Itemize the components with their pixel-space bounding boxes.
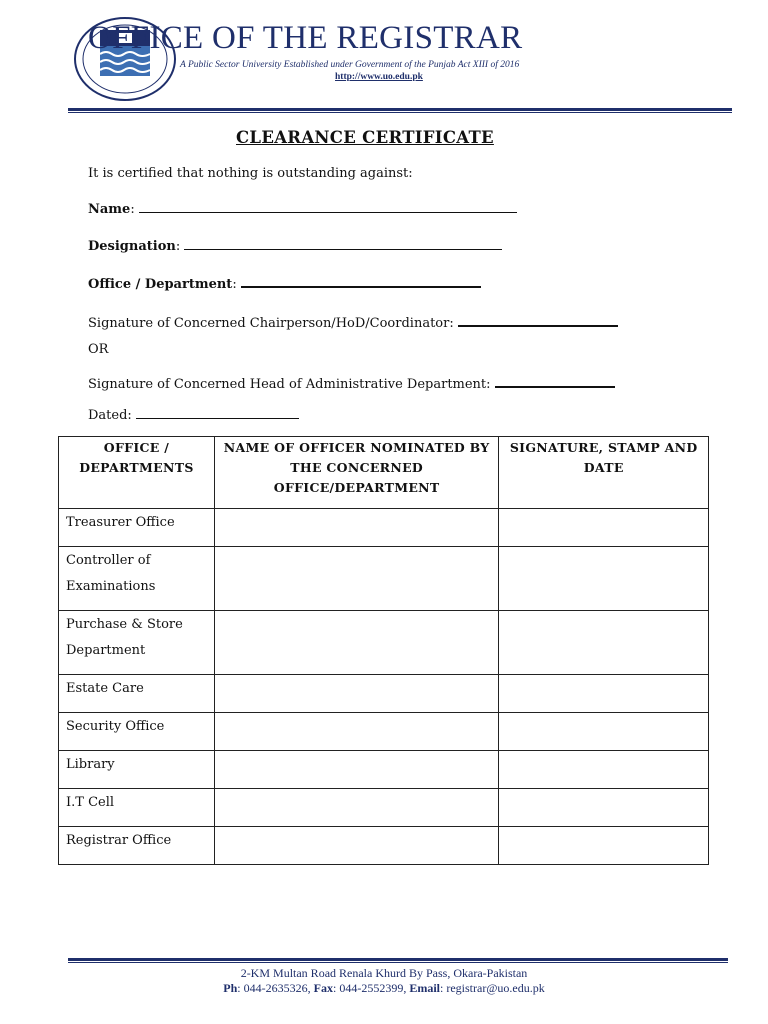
row-office-label: I.T Cell	[59, 789, 215, 827]
header-divider	[68, 108, 732, 111]
office-department-blank[interactable]	[241, 273, 481, 288]
footer-address: 2-KM Multan Road Renala Khurd By Pass, Okara-Pakistan	[240, 966, 528, 980]
chairperson-signature-field[interactable]	[88, 312, 618, 331]
email-address[interactable]: registrar@uo.edu.pk	[446, 981, 545, 995]
table-header-row	[59, 437, 709, 509]
table-row	[59, 547, 709, 611]
designation-field[interactable]: Designation:	[88, 236, 502, 254]
officer-name-cell[interactable]	[214, 827, 499, 865]
signature-cell[interactable]	[499, 509, 709, 547]
row-office-label: Library	[59, 751, 215, 789]
header-signature-stamp-date: SIGNATURE, STAMP AND DATE	[499, 437, 709, 509]
designation-blank[interactable]	[184, 236, 502, 250]
footer-divider	[68, 958, 728, 961]
signature-cell[interactable]	[499, 827, 709, 865]
table-row	[59, 827, 709, 865]
table-row	[59, 509, 709, 547]
signature-cell[interactable]	[499, 675, 709, 713]
dated-blank[interactable]	[136, 405, 299, 419]
header-officer-nominated: NAME OF OFFICER NOMINATED BY THE CONCERNED OFFICE/DEPARTMENT	[214, 437, 499, 509]
row-office-label: Estate Care	[59, 675, 215, 713]
fax-number: 044-2552399	[339, 981, 404, 995]
footer-divider-thin	[68, 962, 728, 963]
fax-label: Fax	[313, 981, 333, 995]
row-office-label: Security Office	[59, 713, 215, 751]
phone-label: Ph	[223, 981, 238, 995]
row-office-label: Treasurer Office	[59, 509, 215, 547]
header-divider-thin	[68, 112, 732, 113]
officer-name-cell[interactable]	[214, 611, 499, 675]
officer-name-cell[interactable]	[214, 509, 499, 547]
officer-name-cell[interactable]	[214, 547, 499, 611]
or-text: OR	[88, 342, 109, 357]
university-subtitle: A Public Sector University Established under Government of the Punjab Act XIII of 2016	[180, 60, 520, 70]
signature-cell[interactable]	[499, 611, 709, 675]
admin-signature-field[interactable]	[88, 373, 615, 392]
university-url-link[interactable]: http://www.uo.edu.pk	[335, 72, 423, 82]
intro-text: It is certified that nothing is outstanding against:	[88, 166, 413, 181]
dated-field[interactable]	[88, 405, 299, 423]
signature-cell[interactable]	[499, 547, 709, 611]
admin-signature-blank[interactable]	[495, 373, 615, 388]
officer-name-cell[interactable]	[214, 713, 499, 751]
phone-number: 044-2635326	[243, 981, 308, 995]
name-blank[interactable]	[139, 199, 517, 213]
designation-label: Designation	[88, 239, 176, 254]
chairperson-signature-blank[interactable]	[458, 312, 618, 327]
officer-name-cell[interactable]	[214, 789, 499, 827]
dated-label: Dated:	[88, 408, 132, 423]
admin-signature-label: Signature of Concerned Head of Administrative Department:	[88, 377, 491, 392]
table-row	[59, 611, 709, 675]
officer-name-cell[interactable]	[214, 751, 499, 789]
certificate-title: CLEARANCE CERTIFICATE	[236, 128, 494, 147]
table-row	[59, 713, 709, 751]
row-office-label: Controller of Examinations	[59, 547, 215, 611]
table-row	[59, 675, 709, 713]
clearance-table	[58, 436, 709, 865]
row-office-label: Purchase & Store Department	[59, 611, 215, 675]
name-label: Name	[88, 202, 131, 217]
chairperson-signature-label: Signature of Concerned Chairperson/HoD/Coordinator:	[88, 316, 454, 331]
table-row	[59, 751, 709, 789]
row-office-label: Registrar Office	[59, 827, 215, 865]
header-office-departments: OFFICE / DEPARTMENTS	[59, 437, 215, 509]
officer-name-cell[interactable]	[214, 675, 499, 713]
signature-cell[interactable]	[499, 713, 709, 751]
name-field[interactable]: Name:	[88, 199, 517, 217]
office-department-field[interactable]: Office / Department:	[88, 273, 481, 292]
office-title: OFFICE OF THE REGISTRAR	[88, 20, 523, 56]
signature-cell[interactable]	[499, 789, 709, 827]
table-row	[59, 789, 709, 827]
signature-cell[interactable]	[499, 751, 709, 789]
email-label: Email	[409, 981, 440, 995]
office-department-label: Office / Department	[88, 277, 233, 292]
footer-contact: Ph: 044-2635326, Fax: 044-2552399, Email: registrar@uo.edu.pk	[223, 981, 545, 995]
